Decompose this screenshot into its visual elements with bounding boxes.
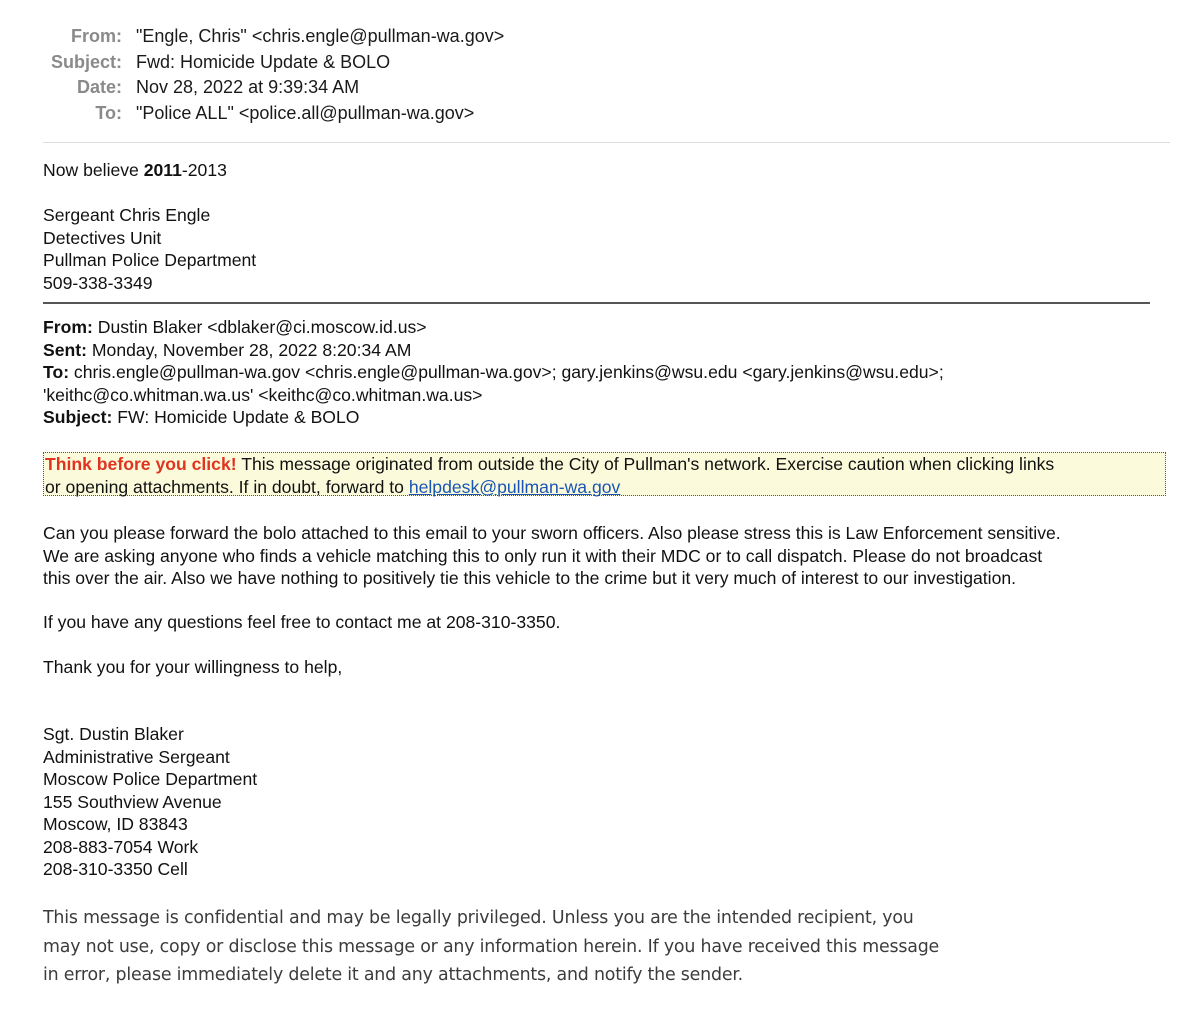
header-from-value[interactable]: "Engle, Chris" <chris.engle@pullman-wa.gov> [136, 26, 505, 46]
confidentiality-notice [43, 904, 939, 990]
message-line: We are asking anyone who finds a vehicle matching this to only run it with their MDC or to call dispatch. Please do not broadcast [43, 545, 1043, 566]
header-to-value[interactable]: "Police ALL" <police.all@pullman-wa.gov> [136, 102, 475, 123]
reply-intro-bold: 2011 [143, 160, 182, 180]
message-line: Can you please forward the bolo attached to this email to your sworn officers. Also please stress this is Law Enforcement sensitive. [43, 523, 1061, 543]
signature-line: 208-310-3350 Cell [43, 859, 188, 879]
signature-line: 155 Southview Avenue [43, 791, 222, 812]
email-header [0, 24, 1200, 126]
header-to-row [0, 101, 1200, 127]
reply-signature-line: Sergeant Chris Engle [43, 205, 211, 225]
forwarded-sent-value: Monday, November 28, 2022 8:20:34 AM [86, 339, 412, 360]
external-warning-banner [43, 452, 1166, 496]
confidentiality-line: This message is confidential and may be legally privileged. Unless you are the intended recipient, you [43, 908, 914, 928]
forwarded-sent-row [43, 339, 944, 362]
forwarded-to-row-cont: 'keithc@co.whitman.wa.us' <keithc@co.whitman.wa.us> [43, 384, 483, 405]
forwarded-to-row [43, 361, 944, 384]
header-divider [43, 142, 1170, 143]
forward-divider [43, 302, 1150, 304]
warning-strong: Think before you click! [45, 454, 237, 474]
warning-text-1: This message originated from outside the City of Pullman's network. Exercise caution when clicking links [236, 454, 1055, 474]
sender-signature [43, 723, 257, 881]
message-paragraph-1 [43, 522, 1061, 590]
header-subject-value: Fwd: Homicide Update & BOLO [136, 51, 391, 72]
forwarded-to-label: To: [43, 362, 70, 382]
forwarded-from-value: Dustin Blaker <dblaker@ci.moscow.id.us> [92, 317, 427, 337]
reply-intro-after: -2013 [181, 160, 227, 180]
confidentiality-line: in error, please immediately delete it and any attachments, and notify the sender. [43, 965, 743, 985]
forwarded-sent-label: Sent: [43, 339, 87, 360]
reply-intro [43, 159, 227, 182]
message-paragraph-3: Thank you for your willingness to help, [43, 657, 343, 677]
header-from-label: From: [71, 26, 122, 46]
warning-line-2 [45, 476, 1165, 499]
reply-signature-line: 509-338-3349 [43, 272, 153, 293]
forwarded-subject-label: Subject: [43, 407, 113, 427]
forwarded-from-label: From: [43, 317, 93, 337]
warning-text-2: or opening attachments. If in doubt, forward to [45, 476, 409, 497]
signature-line: 208-883-7054 Work [43, 836, 199, 857]
header-from-row [0, 24, 1200, 50]
header-subject-row [0, 50, 1200, 76]
signature-line: Moscow Police Department [43, 769, 258, 789]
forwarded-to-value-line1: chris.engle@pullman-wa.gov <chris.engle@pullman-wa.gov>; gary.jenkins@wsu.edu <gary.jenkins@wsu.edu>; [69, 362, 944, 382]
header-date-label: Date: [76, 77, 122, 97]
helpdesk-link[interactable]: helpdesk@pullman-wa.gov [408, 476, 621, 497]
header-to-label: To: [95, 102, 122, 123]
signature-line: Administrative Sergeant [43, 746, 230, 767]
signature-line: Sgt. Dustin Blaker [43, 724, 184, 744]
forwarded-from-row [43, 316, 944, 339]
warning-line-1 [45, 453, 1165, 476]
header-date-value: Nov 28, 2022 at 9:39:34 AM [136, 77, 360, 97]
forwarded-subject-value: FW: Homicide Update & BOLO [112, 407, 360, 427]
reply-intro-before: Now believe [43, 160, 144, 180]
message-line: this over the air. Also we have nothing to positively tie this vehicle to the crime but it very much of interest to our investigation. [43, 568, 1017, 588]
reply-signature-line: Detectives Unit [43, 227, 162, 248]
forwarded-subject-row [43, 406, 944, 429]
header-date-row [0, 75, 1200, 101]
message-paragraph-2: If you have any questions feel free to contact me at 208-310-3350. [43, 612, 561, 632]
header-subject-label: Subject: [50, 51, 122, 72]
signature-line: Moscow, ID 83843 [43, 814, 188, 834]
forwarded-header [43, 316, 944, 429]
reply-signature [43, 204, 256, 294]
confidentiality-line: may not use, copy or disclose this message or any information herein. If you have received this message [43, 936, 940, 957]
reply-signature-line: Pullman Police Department [43, 250, 257, 270]
